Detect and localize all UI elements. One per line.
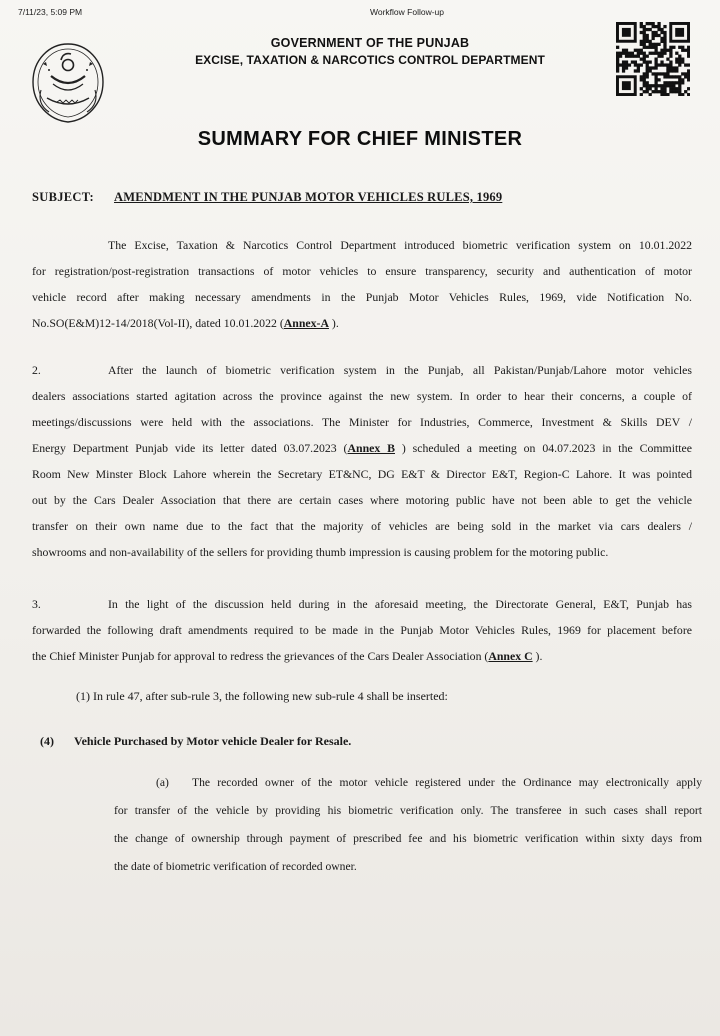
sub-rule-number: (4): [40, 734, 54, 748]
subject-label: SUBJECT:: [32, 190, 94, 204]
annex-a-reference: Annex-A: [283, 316, 329, 330]
paragraph-2-line: Energy Department Punjab vide its letter dated 03.07.2023 (Annex B ) scheduled a meeting on 04.07.2023 in the Committee: [32, 441, 693, 455]
letterhead-department: EXCISE, TAXATION & NARCOTICS CONTROL DEPARTMENT: [195, 53, 545, 67]
sub-rule-4-heading: [40, 734, 351, 749]
annex-b-reference: Annex B: [347, 441, 395, 455]
print-app-title: Workflow Follow-up: [370, 7, 445, 17]
paragraph-1-line: The Excise, Taxation & Narcotics Control Department introduced biometric verification system on 10.01.2022: [108, 238, 692, 252]
paragraph-3-line: 3. In the light of the discussion held during in the aforesaid meeting, the Directorate General, E&T, Punjab has: [32, 591, 692, 617]
page-title: SUMMARY FOR CHIEF MINISTER: [197, 128, 523, 150]
paragraph-3-line: forwarded the following draft amendments required to be made in the Punjab Motor Vehicles Rules, 1969 for placement before: [32, 623, 692, 637]
paragraph-number: 2.: [32, 363, 41, 377]
paragraph-3-line: the Chief Minister Punjab for approval to redress the grievances of the Cars Dealer Association (Annex C ).: [32, 649, 543, 663]
paragraph-1: [32, 232, 692, 336]
clause-a: [114, 769, 702, 881]
paragraph-2-line: dealers associations started agitation across the province against the new system. In order to hear their concerns, a couple of: [32, 389, 692, 403]
paragraph-3: [32, 591, 692, 669]
paragraph-1-line: for registration/post-registration transactions of motor vehicles to ensure transparency, security and authentication of motor: [32, 264, 692, 278]
clause-a-line: the change of ownership through payment of prescribed fee and his biometric verification within sixty days from: [114, 832, 702, 845]
paragraph-1-line: No.SO(E&M)12-14/2018(Vol-II), dated 10.01.2022 (Annex-A ).: [32, 316, 339, 330]
paragraph-2-line: Room New Minster Block Lahore wherein the Secretary ET&NC, DG E&T & Director E&T, Region-C Lahore. It was pointed: [32, 467, 692, 481]
annex-c-reference: Annex C: [488, 649, 533, 663]
rule-47-instruction: (1) In rule 47, after sub-rule 3, the following new sub-rule 4 shall be inserted:: [76, 689, 448, 703]
paragraph-2-line: 2. After the launch of biometric verification system in the Punjab, all Pakistan/Punjab/Lahore motor vehicles: [32, 357, 692, 383]
paragraph-2: [32, 357, 692, 565]
punjab-government-emblem-icon: [27, 40, 109, 126]
subject-value: AMENDMENT IN THE PUNJAB MOTOR VEHICLES RULES, 1969: [114, 190, 503, 204]
paragraph-2-line: out by the Cars Dealer Association that there are certain cases where motoring public have not been able to get the vehicle: [32, 493, 692, 507]
qr-code-icon: [616, 22, 690, 96]
paragraph-number: 3.: [32, 597, 41, 611]
clause-a-line: for transfer of the vehicle by providing his biometric verification only. The transferee in such cases shall report: [114, 804, 702, 817]
print-timestamp: 7/11/23, 5:09 PM: [18, 7, 83, 17]
paragraph-1-line: vehicle record after making necessary amendments in the Punjab Motor Vehicles Rules, 1969, vide Notification No.: [32, 290, 692, 304]
clause-label: (a): [156, 776, 169, 789]
paragraph-2-line: meetings/discussions were held with the associations. The Minister for Industries, Commerce, Investment & Skills DEV /: [32, 415, 692, 429]
paragraph-2-line: transfer on their own name due to the fact that the majority of vehicles are being sold in the market via cars dealers /: [32, 519, 692, 533]
paragraph-2-line: showrooms and non-availability of the sellers for providing thumb impression is causing problem for the motoring public.: [32, 545, 609, 559]
letterhead-government: GOVERNMENT OF THE PUNJAB: [270, 36, 470, 50]
sub-rule-title: Vehicle Purchased by Motor vehicle Dealer for Resale.: [74, 734, 352, 748]
clause-a-line: the date of biometric verification of recorded owner.: [114, 860, 357, 873]
clause-a-line: (a) The recorded owner of the motor vehicle registered under the Ordinance may electronically apply: [114, 769, 702, 797]
